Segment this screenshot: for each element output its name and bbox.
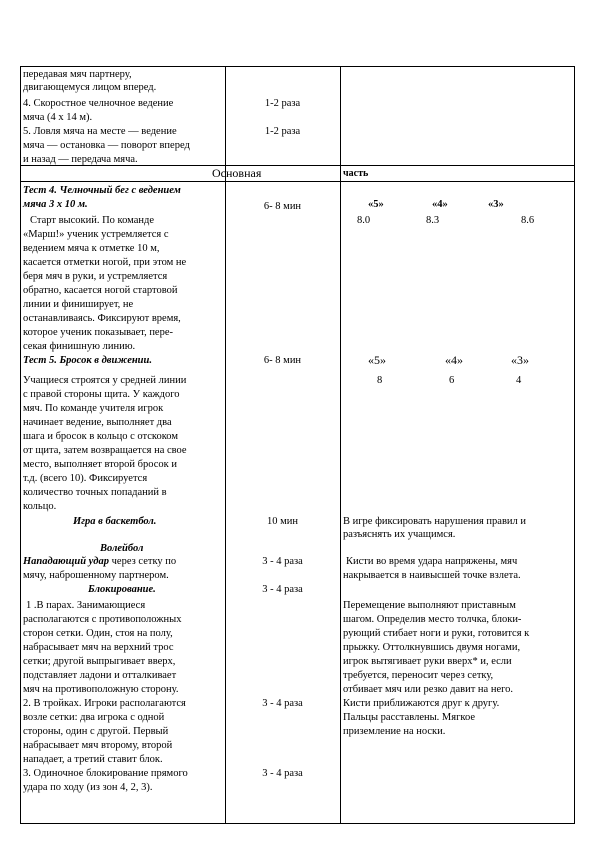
volley-heading: Волейбол: [100, 543, 144, 554]
test5-grade-4: «4»: [445, 353, 463, 367]
row1-line-3: мяча (4 х 14 м).: [23, 112, 93, 123]
block-dose: 3 - 4 раза: [262, 584, 303, 595]
item1-note-4: игрок вытягивает руки вверх* и, если: [343, 656, 512, 667]
item1-note-3: прыжку. Оттолкнувшись двумя ногами,: [343, 642, 521, 653]
item1-note-8: Пальцы расставлены. Мягкое: [343, 712, 475, 723]
test4-grade-4: «4»: [432, 199, 448, 210]
test4-value-3: 8.6: [521, 215, 535, 226]
item1-note-9: приземление на носки.: [343, 726, 446, 737]
table-border-left: [20, 66, 21, 824]
document-page: [20, 66, 575, 824]
test5-body-5: от щита, затем возвращается на свое: [23, 445, 187, 456]
test5-grade-5: «5»: [368, 353, 386, 367]
table-border-right: [574, 66, 575, 824]
test5-body-1: с правой стороны щита. У каждого: [23, 389, 180, 400]
volley-attack-line2: мячу, наброшенному партнером.: [23, 570, 169, 581]
row1-line-1: двигающемуся лицом вперед.: [23, 82, 157, 93]
test4-body-2: ведением мяча к отметке 10 м,: [23, 243, 160, 254]
block-title: Блокирование.: [88, 584, 156, 595]
item1-line-1: располагаются с противоположных: [23, 614, 182, 625]
item2-line-3: набрасывает мяч второму, второй: [23, 740, 173, 751]
attack-rest: через сетку по: [109, 556, 177, 567]
row1-line-5: мяча — остановка — поворот вперед: [23, 140, 190, 151]
row1-line-0: передавая мяч партнеру,: [23, 69, 132, 80]
item3-dose: 3 - 4 раза: [262, 768, 303, 779]
row1-line-2: 4. Скоростное челночное ведение: [23, 98, 174, 109]
row1-line-4: 5. Ловля мяча на месте — ведение: [23, 126, 177, 137]
section-part: часть: [343, 168, 369, 179]
item1-note-2: рующий стибает ноги и руки, готовится к: [343, 628, 530, 639]
row1-line-6: и назад — передача мяча.: [23, 154, 138, 165]
table-border-bottom: [20, 823, 575, 824]
item1-note-5: требуется, переносит через сетку,: [343, 670, 494, 681]
test5-value-4: 6: [449, 375, 455, 386]
item3-line-1: удара по ходу (из зон 4, 2, 3).: [23, 782, 153, 793]
section-border-bottom: [20, 181, 575, 182]
attack-note-0: Кисти во время удара напряжены, мяч: [346, 556, 518, 567]
item1-line-6: мяч на противоположную сторону.: [23, 684, 179, 695]
item2-line-2: стороны, один с другой. Первый: [23, 726, 169, 737]
test4-value-4: 8.3: [426, 215, 440, 226]
test5-body-4: шага и бросок в кольцо с отскоком: [23, 431, 178, 442]
test5-title: Тест 5. Бросок в движении.: [23, 355, 152, 366]
test5-value-3: 4: [516, 375, 522, 386]
item2-line-4: нападает, а третий ставит блок.: [23, 754, 163, 765]
item1-note-6: отбивает мяч или резко давит на него.: [343, 684, 514, 695]
item1-line-4: сетки; другой выпрыгивает вверх,: [23, 656, 176, 667]
item1-line-0: 1 .В парах. Занимающиеся: [26, 600, 146, 611]
test4-body-0: Старт высокий. По команде: [30, 215, 155, 226]
test4-dose: 6- 8 мин: [263, 201, 302, 212]
item1-line-5: подставляет ладони и отталкивает: [23, 670, 177, 681]
volley-attack-line1: [23, 555, 176, 568]
item1-note-7: Кисти приближаются друг к другу.: [343, 698, 500, 709]
test5-body-6: место, выполняет второй бросок и: [23, 459, 177, 470]
test5-value-5: 8: [377, 375, 383, 386]
test5-body-7: т.д. (всего 10). Фиксируется: [23, 473, 148, 484]
test4-body-4: беря мяч в руки, и устремляется: [23, 271, 168, 282]
attack-dose: 3 - 4 раза: [262, 556, 303, 567]
test5-dose: 6- 8 мин: [263, 355, 302, 366]
item1-note-1: шагом. Определив место толчка, блоки-: [343, 614, 522, 625]
game-title: Игра в баскетбол.: [73, 516, 157, 527]
test4-body-1: «Марш!» ученик устремляется с: [23, 229, 169, 240]
test4-body-5: обратно, касается ногой стартовой: [23, 285, 178, 296]
test5-grade-3: «3»: [511, 353, 529, 367]
test4-value-5: 8.0: [357, 215, 371, 226]
attack-bold: Нападающий удар: [23, 556, 110, 567]
row1-dose-b: 1-2 раза: [264, 126, 301, 137]
test4-title-1: Тест 4. Челночный бег с ведением: [23, 185, 181, 196]
test4-title-2: мяча 3 х 10 м.: [23, 199, 88, 210]
row1-dose-a: 1-2 раза: [264, 98, 301, 109]
test4-body-3: касается отметки ногой, при этом не: [23, 257, 187, 268]
test4-body-6: линии и финиширует, не: [23, 299, 134, 310]
test4-grade-5: «5»: [368, 199, 384, 210]
game-dose: 10 мин: [266, 516, 298, 527]
game-note-1: разъяснять их учащимся.: [343, 529, 456, 540]
item3-line-0: 3. Одиночное блокирование прямого: [23, 768, 188, 779]
item2-line-1: возле сетки: два игрока с одной: [23, 712, 165, 723]
table-border-top: [20, 66, 575, 67]
test5-body-9: кольцо.: [23, 501, 57, 512]
test5-body-8: количество точных попаданий в: [23, 487, 167, 498]
item1-line-2: сторон сетки. Один, стоя на полу,: [23, 628, 173, 639]
item2-line-0: 2. В тройках. Игроки располагаются: [23, 698, 186, 709]
test5-body-0: Учащиеся строятся у средней линии: [23, 375, 187, 386]
item1-line-3: набрасывает мяч на верхний трос: [23, 642, 174, 653]
attack-note-1: накрывается в наивысшей точке взлета.: [343, 570, 521, 581]
test4-body-9: секая финишную линию.: [23, 341, 136, 352]
test4-body-7: останавливаясь. Фиксируют время,: [23, 313, 181, 324]
test5-body-3: начинает ведение, выполняет два: [23, 417, 172, 428]
test4-grade-3: «3»: [488, 199, 504, 210]
game-note-0: В игре фиксировать нарушения правил и: [343, 516, 527, 527]
item1-note-0: Перемещение выполняют приставным: [343, 600, 516, 611]
table-divider-2: [340, 66, 341, 824]
test4-body-8: которое ученик показывает, пере-: [23, 327, 173, 338]
section-main: Основная: [212, 166, 262, 180]
test5-body-2: мяч. По команде учителя игрок: [23, 403, 164, 414]
item2-dose: 3 - 4 раза: [262, 698, 303, 709]
